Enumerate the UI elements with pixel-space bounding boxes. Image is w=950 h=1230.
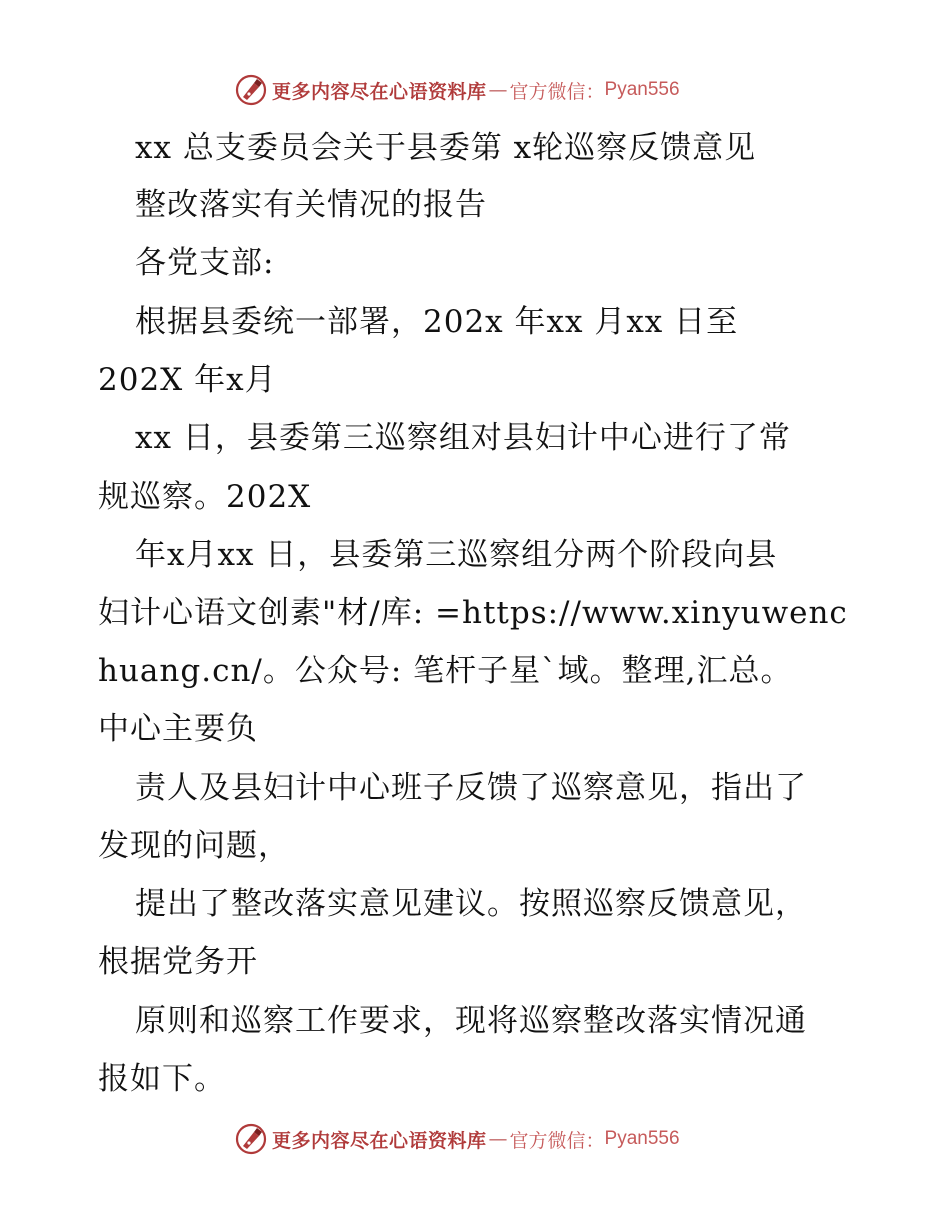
- banner-dash: —: [488, 79, 508, 101]
- banner-wechat-label: 官方微信：: [509, 80, 605, 103]
- body-line: 责人及县妇计中心班子反馈了巡察意见，指出了: [135, 770, 807, 806]
- body-line: 根据党务开: [98, 944, 258, 980]
- banner-text: 更多内容尽在心语资料库: [272, 80, 487, 103]
- body-line: huang.cn/。公众号: 笔杆子星`域。整理,汇总。: [98, 653, 793, 689]
- body-line: 原则和巡察工作要求，现将巡察整改落实情况通: [135, 1003, 807, 1039]
- pen-nib-logo-icon: [234, 1122, 268, 1156]
- pen-nib-logo-icon: [234, 73, 268, 107]
- body-line: 根据县委统一部署，202x 年xx 月xx 日至: [135, 304, 739, 340]
- banner-wechat-label: 官方微信：: [509, 1129, 605, 1152]
- doc-title-line-1: xx 总支委员会关于县委第 x轮巡察反馈意见: [135, 130, 757, 166]
- salutation: 各党支部:: [135, 245, 275, 281]
- body-line: 202X 年x月: [98, 362, 277, 398]
- body-line: 提出了整改落实意见建议。按照巡察反馈意见，: [135, 886, 807, 922]
- body-line: 中心主要负: [98, 711, 258, 747]
- body-line: 发现的问题，: [98, 828, 290, 864]
- banner-wechat-id: Pyan556: [604, 79, 680, 100]
- body-line: 妇计心语文创素"材/库: =https://www.xinyuwenc: [98, 595, 848, 631]
- body-line: xx 日，县委第三巡察组对县妇计中心进行了常: [135, 420, 791, 456]
- doc-title-line-2: 整改落实有关情况的报告: [135, 187, 487, 223]
- header-watermark-banner: [234, 73, 680, 107]
- body-line: 规巡察。202X: [98, 479, 312, 515]
- footer-watermark-banner: [234, 1122, 680, 1156]
- banner-wechat-id: Pyan556: [604, 1128, 680, 1149]
- body-line: 年x月xx 日，县委第三巡察组分两个阶段向县: [135, 537, 778, 573]
- body-line: 报如下。: [98, 1061, 226, 1097]
- banner-text: 更多内容尽在心语资料库: [272, 1129, 487, 1152]
- banner-dash: —: [488, 1128, 508, 1150]
